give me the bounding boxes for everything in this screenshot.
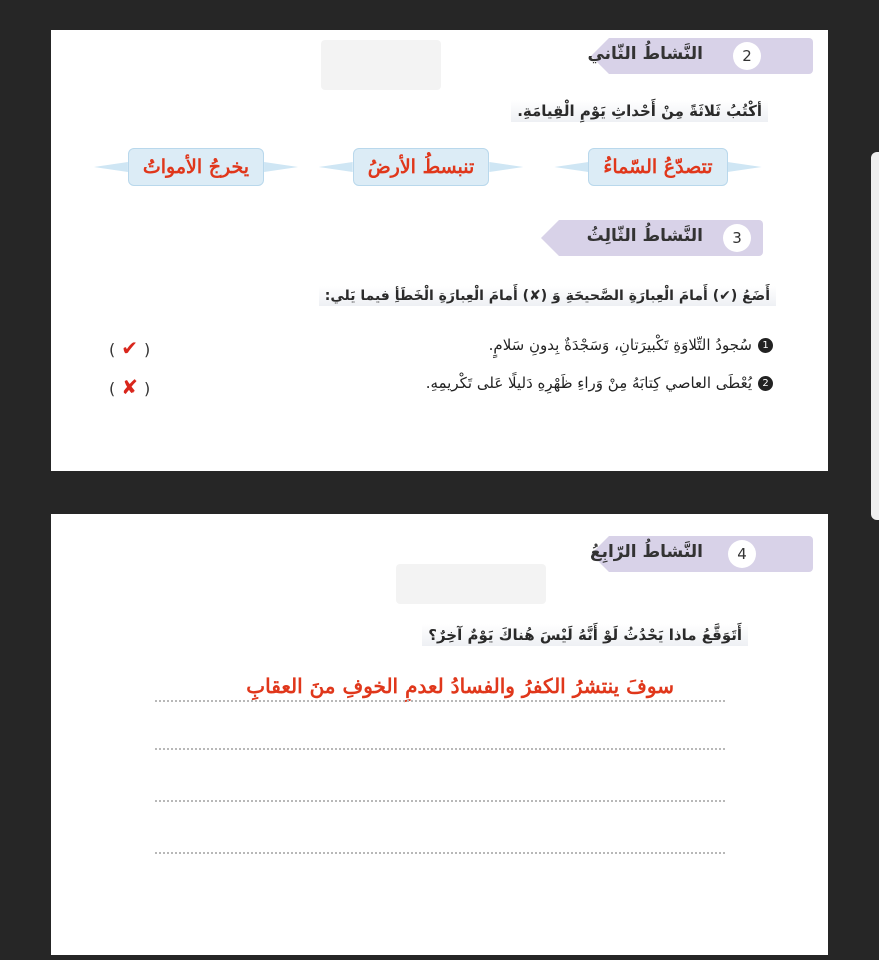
statement-number: 2	[758, 376, 773, 391]
scrollbar[interactable]	[871, 152, 879, 520]
faint-background-block	[321, 40, 441, 90]
answer-banner	[541, 147, 775, 187]
banner-wing	[554, 162, 588, 172]
statement-1	[489, 336, 773, 354]
writing-line	[155, 700, 725, 702]
answer-banner	[316, 147, 526, 187]
banner-body	[353, 148, 490, 186]
banner-wing	[489, 162, 523, 172]
writing-line	[155, 800, 725, 802]
activity-2-instruction: أكْتُبُ ثَلاثَةً مِنْ أَحْداثِ يَوْمِ الْقِيامَةِ.	[511, 100, 768, 122]
activity-4-question: أَتَوَقَّعُ ماذا يَحْدُثُ لَوْ أَنَّهُ لَيْسَ هُناكَ يَوْمٌ آخِرٌ؟	[422, 624, 748, 646]
statement-text: سُجودُ التِّلاوَةِ تَكْبيرَتانِ، وَسَجْدَةٌ بِدونِ سَلامٍ.	[488, 336, 752, 354]
activity-number: 4	[728, 540, 756, 568]
statement-2	[426, 374, 773, 392]
answer-banner	[89, 147, 303, 187]
check-icon: ✔	[121, 336, 139, 360]
writing-line	[155, 852, 725, 854]
banner-wing	[94, 162, 128, 172]
activity-4-title: النَّشاطُ الرّابِعُ	[589, 542, 703, 562]
worksheet-page-2	[51, 514, 828, 955]
activity-3-title: النَّشاطُ الثّالِثُ	[586, 226, 703, 246]
writing-line	[155, 748, 725, 750]
banner-body	[128, 148, 264, 186]
banner-wing	[319, 162, 353, 172]
activity-3-instruction: أَضَعُ (✔) أَمامَ الْعِبارَةِ الصَّحيحَةِ وَ (✘) أَمامَ الْعِبارَةِ الْخَطَأِ فيما يَلي:	[319, 286, 776, 306]
banner-body	[588, 148, 727, 186]
statement-text: يُعْطَى العاصي كِتابَهُ مِنْ وَراءِ ظَهْرِهِ دَليلًا عَلى تَكْريمِهِ.	[425, 374, 752, 392]
banner-wing	[728, 162, 762, 172]
activity-number: 3	[723, 224, 751, 252]
activity-2-title: النَّشاطُ الثّاني	[587, 44, 703, 64]
worksheet-page-1	[51, 30, 828, 471]
answer-mark-2: ( ✘ )	[109, 375, 151, 399]
written-answer: سوفَ ينتشرُ الكفرُ والفسادُ لعدمِ الخوفِ منَ العقابِ	[246, 674, 674, 698]
answer-text: تنبسطُ الأرضُ	[367, 156, 475, 178]
cross-icon: ✘	[121, 375, 139, 399]
answer-text: تتصدّعُ السّماءُ	[603, 156, 713, 178]
answer-text: يخرجُ الأمواتُ	[142, 156, 250, 178]
answer-mark-1: ( ✔ )	[109, 336, 151, 360]
activity-number: 2	[733, 42, 761, 70]
faint-background-block	[396, 564, 546, 604]
banner-wing	[264, 162, 298, 172]
statement-number: 1	[758, 338, 773, 353]
